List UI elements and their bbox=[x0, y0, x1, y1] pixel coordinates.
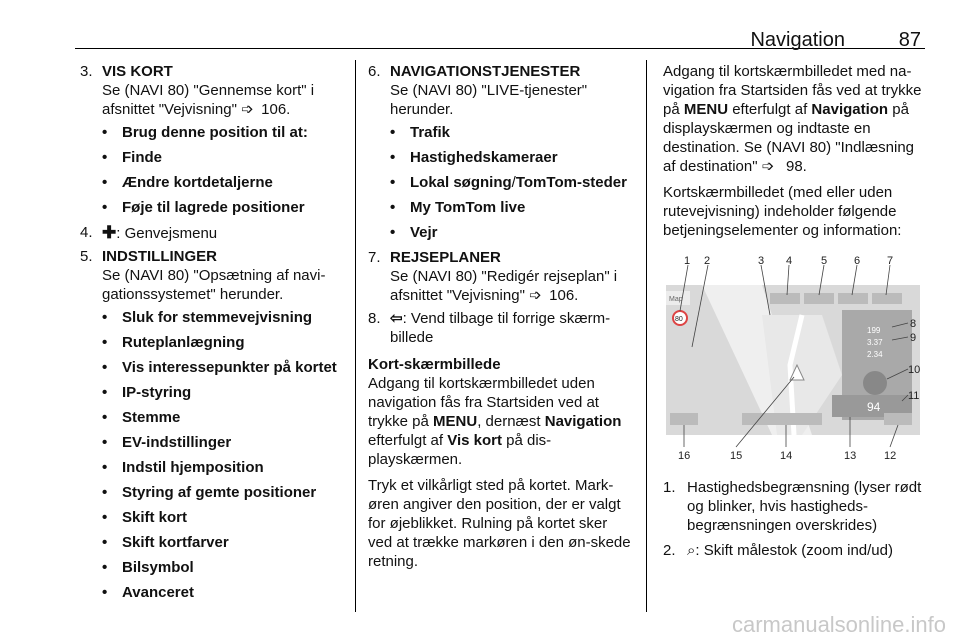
bullet-list bbox=[390, 123, 633, 242]
paragraph: Adgang til kortskærmbilledet med na-vigation fra Startsiden fås ved at trykke på MENU efterfulgt af Navigation på displayskærmen og indtaste en destination. Se (NAVI 80) "Indlæsning af destination" ➩ 98. bbox=[663, 63, 922, 175]
speed-limit-value: 80 bbox=[675, 316, 683, 323]
svg-text:1: 1 bbox=[684, 255, 691, 267]
list-item: 7. REJSEPLANER Se (NAVI 80) "Redigér rejseplan" i afsnittet "Vejvisning" ➩ 106. bbox=[368, 248, 633, 305]
bullet-list bbox=[102, 123, 345, 217]
caption-list bbox=[663, 478, 928, 560]
list-item: • Brug denne position til at: bbox=[102, 123, 345, 142]
page-header bbox=[75, 24, 925, 49]
svg-text:15: 15 bbox=[730, 450, 743, 462]
ref-arrow-icon: ➩ bbox=[241, 101, 254, 118]
list-item: • Bilsymbol bbox=[102, 558, 345, 577]
compass bbox=[863, 371, 887, 395]
svg-text:94: 94 bbox=[867, 400, 881, 414]
svg-text:7: 7 bbox=[887, 255, 894, 267]
section-heading: Kort-skærmbillede bbox=[368, 356, 501, 373]
bottom-button bbox=[670, 413, 698, 425]
list-item: 5. INDSTILLINGER Se (NAVI 80) "Opsætning af navi-gationssystemet" herunder. • Sluk for stemmevejvisning • Ruteplanlægning • Vis interessepunkter på kortet • IP-styring • Stemme • EV-indstillinger • Indstil hjemposition • Styring af gemte positioner • Skift kort • Skift kortfarver • Bilsymbol • Avanceret bbox=[80, 247, 345, 602]
list-item: • Vis interessepunkter på kortet bbox=[102, 358, 345, 377]
list-item: • EV-indstillinger bbox=[102, 433, 345, 452]
page-number: 87 bbox=[898, 29, 921, 51]
list-item: • Ruteplanlægning bbox=[102, 333, 345, 352]
map-label: Map bbox=[669, 296, 683, 303]
svg-text:3: 3 bbox=[758, 255, 765, 267]
address-bar bbox=[742, 413, 822, 425]
list-item: • Skift kort bbox=[102, 508, 345, 527]
column-divider bbox=[355, 60, 356, 612]
svg-text:9: 9 bbox=[910, 332, 917, 344]
list-item: • Indstil hjemposition bbox=[102, 458, 345, 477]
paragraph: Adgang til kortskærmbilledet uden navigation fås fra Startsiden ved at trykke på MENU, dernæst Navigation efterfulgt af Vis kort på dis-playskærmen. bbox=[368, 375, 622, 468]
svg-text:12: 12 bbox=[884, 450, 897, 462]
svg-text:8: 8 bbox=[910, 318, 917, 330]
list-item: 1. Hastighedsbegrænsning (lyser rødt og blinker, hvis hastigheds-begrænsningen overskrides) bbox=[663, 479, 922, 534]
svg-text:13: 13 bbox=[844, 450, 857, 462]
svg-text:11: 11 bbox=[908, 390, 920, 402]
list-item: • My TomTom live bbox=[390, 198, 633, 217]
list-item: • Avanceret bbox=[102, 583, 345, 602]
svg-text:2.34: 2.34 bbox=[867, 350, 883, 359]
svg-text:2: 2 bbox=[704, 255, 711, 267]
list-item: • Trafik bbox=[390, 123, 633, 142]
paragraph: Tryk et vilkårligt sted på kortet. Mark-øren angiver den position, der er valgt for øjeblikket. Rulning på kortet sker ved at trække markøren i den øn-skede retning. bbox=[368, 477, 631, 570]
top-button bbox=[838, 293, 868, 304]
top-button bbox=[770, 293, 800, 304]
bullet-list bbox=[102, 308, 345, 602]
list-item: • Finde bbox=[102, 148, 345, 167]
list-item: 8. ⇦: Vend tilbage til forrige skærm-billede bbox=[368, 310, 611, 346]
ref-arrow-icon: ➩ bbox=[761, 158, 775, 175]
svg-text:6: 6 bbox=[854, 255, 861, 267]
list-item: • Hastighedskameraer bbox=[390, 148, 633, 167]
paragraph: Kortskærmbilledet (med eller uden rutevejvisning) indeholder følgende betjeningselementer og information: bbox=[663, 184, 902, 239]
column-3 bbox=[663, 62, 928, 566]
item-title: NAVIGATIONSTJENESTER bbox=[390, 63, 581, 80]
list-item: • Føje til lagrede positioner bbox=[102, 198, 345, 217]
list-item: • IP-styring bbox=[102, 383, 345, 402]
column-2 bbox=[368, 62, 633, 578]
ref-arrow-icon: ➩ bbox=[529, 287, 542, 304]
list-item: • Vejr bbox=[390, 223, 633, 242]
item-title: REJSEPLANER bbox=[390, 249, 501, 266]
svg-text:4: 4 bbox=[786, 255, 793, 267]
plus-icon: ✚ bbox=[102, 223, 117, 242]
svg-text:16: 16 bbox=[678, 450, 691, 462]
top-button bbox=[872, 293, 902, 304]
map-screen-illustration bbox=[662, 255, 924, 467]
list-item: • Ændre kortdetaljerne bbox=[102, 173, 345, 192]
svg-text:14: 14 bbox=[780, 450, 793, 462]
list-item: • Stemme bbox=[102, 408, 345, 427]
watermark: carmanualsonline.info bbox=[731, 612, 946, 637]
item-title: INDSTILLINGER bbox=[102, 248, 217, 265]
bottom-button bbox=[884, 413, 912, 425]
list-item: • Sluk for stemmevejvisning bbox=[102, 308, 345, 327]
svg-text:5: 5 bbox=[821, 255, 828, 267]
page-section-title: Navigation bbox=[750, 29, 845, 51]
list-item: 2. ⌕: Skift målestok (zoom ind/ud) bbox=[663, 542, 893, 559]
back-arrow-icon: ⇦ bbox=[390, 310, 403, 327]
column-1 bbox=[80, 62, 345, 608]
column-divider bbox=[646, 60, 647, 612]
item-title: VIS KORT bbox=[102, 63, 173, 80]
svg-text:3.37: 3.37 bbox=[867, 338, 883, 347]
list-item: • Skift kortfarver bbox=[102, 533, 345, 552]
list-item: 3. VIS KORT Se (NAVI 80) "Gennemse kort" i afsnittet "Vejvisning" ➩ 106. • Brug denne position til at: • Finde • Ændre kortdetaljerne • Føje til lagrede positioner bbox=[80, 62, 345, 217]
svg-text:199: 199 bbox=[867, 326, 881, 335]
zoom-icon: ⌕ bbox=[687, 542, 696, 559]
list-item: 4. ✚: Genvejsmenu bbox=[80, 223, 218, 242]
svg-text:10: 10 bbox=[908, 364, 921, 376]
list-item: • Lokal søgning/TomTom-steder bbox=[390, 173, 633, 192]
list-item: 6. NAVIGATIONSTJENESTER Se (NAVI 80) "LIVE-tjenester" herunder. • Trafik • Hastighedskameraer • Lokal søgning/TomTom-steder • My TomTom live • Vejr bbox=[368, 62, 633, 242]
list-item: • Styring af gemte positioner bbox=[102, 483, 345, 502]
